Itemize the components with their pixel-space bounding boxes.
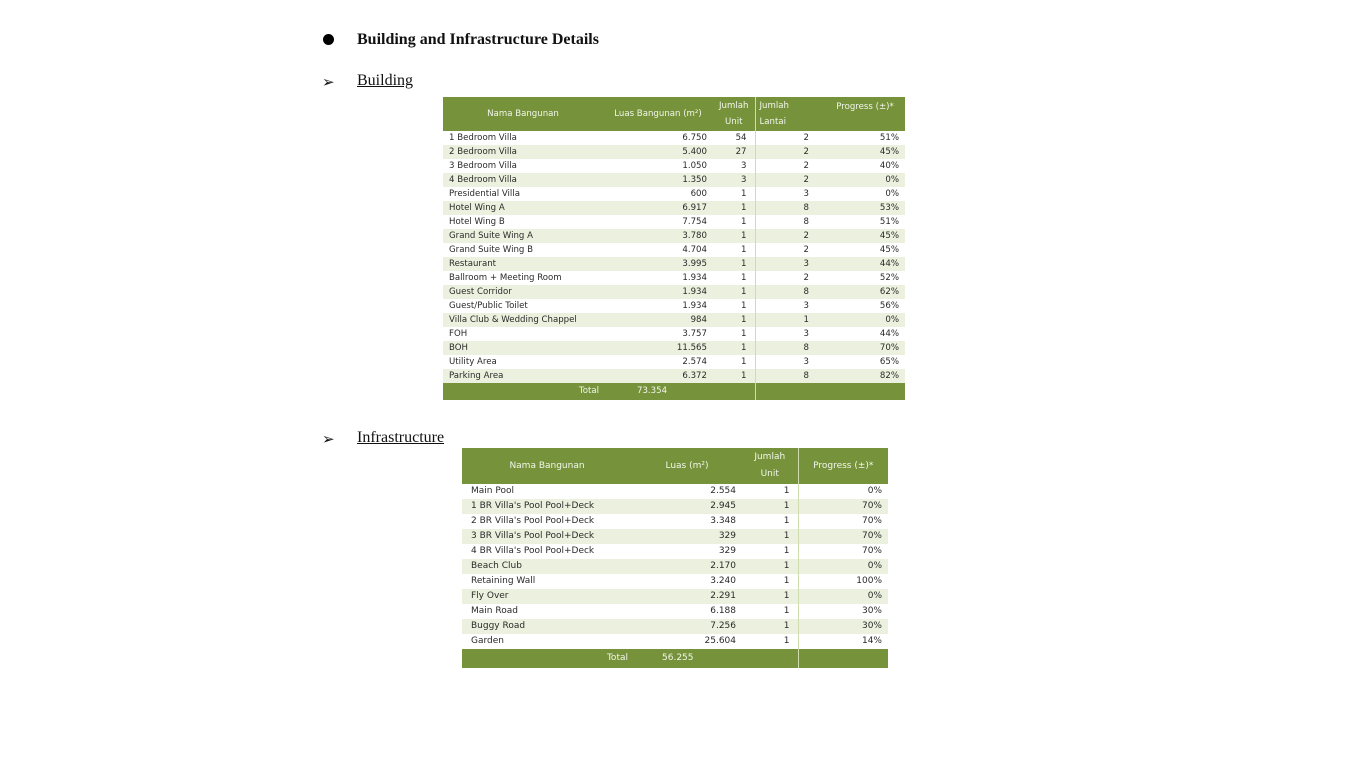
table-row [462,544,888,559]
cell-area: 5.400 [603,145,713,159]
table-row [443,243,905,257]
table-row [462,589,888,604]
cell-name: 2 BR Villa's Pool Pool+Deck [462,514,632,529]
table-row [443,299,905,313]
cell-progress: 51% [825,215,905,229]
cell-floors: 8 [755,369,825,383]
table-row [443,257,905,271]
table-row [443,229,905,243]
cell-name: Restaurant [443,257,603,271]
cell-area: 600 [603,187,713,201]
header-units [742,448,798,484]
cell-floors: 8 [755,341,825,355]
cell-progress: 52% [825,271,905,285]
table-row [462,484,888,499]
cell-area: 984 [603,313,713,327]
cell-name: Utility Area [443,355,603,369]
cell-progress: 40% [825,159,905,173]
cell-units: 1 [713,313,755,327]
table-row [443,145,905,159]
cell-name: Fly Over [462,589,632,604]
cell-progress: 0% [825,313,905,327]
cell-area: 4.704 [603,243,713,257]
cell-units: 3 [713,173,755,187]
total-empty [798,649,888,668]
cell-area: 25.604 [632,634,742,649]
table-row [443,131,905,145]
cell-area: 3.240 [632,574,742,589]
cell-progress: 44% [825,257,905,271]
cell-name: Guest/Public Toilet [443,299,603,313]
table-row [462,514,888,529]
cell-name: Beach Club [462,559,632,574]
table-row [443,215,905,229]
header-name: Nama Bangunan [462,448,632,484]
cell-progress: 0% [825,173,905,187]
cell-name: Parking Area [443,369,603,383]
cell-progress: 82% [825,369,905,383]
cell-progress: 44% [825,327,905,341]
header-units-line1: Jumlah [754,452,786,462]
cell-floors: 3 [755,355,825,369]
cell-floors: 3 [755,187,825,201]
total-label: Total [462,649,632,668]
table-row [443,341,905,355]
cell-progress: 70% [798,529,888,544]
cell-progress: 62% [825,285,905,299]
cell-name: 3 BR Villa's Pool Pool+Deck [462,529,632,544]
cell-name: BOH [443,341,603,355]
cell-progress: 0% [798,484,888,499]
cell-floors: 8 [755,285,825,299]
building-table [443,97,905,400]
cell-units: 1 [742,484,798,499]
cell-area: 2.554 [632,484,742,499]
cell-progress: 45% [825,229,905,243]
table-row [462,634,888,649]
bullet-dot-icon [323,34,334,45]
cell-units: 1 [742,604,798,619]
cell-progress: 70% [825,341,905,355]
cell-units: 1 [713,327,755,341]
cell-floors: 1 [755,313,825,327]
cell-name: FOH [443,327,603,341]
table-row [443,285,905,299]
header-area: Luas (m²) [632,448,742,484]
cell-area: 6.750 [603,131,713,145]
infrastructure-table [462,448,888,668]
cell-units: 1 [713,341,755,355]
cell-name: Guest Corridor [443,285,603,299]
cell-name: Grand Suite Wing A [443,229,603,243]
cell-area: 2.291 [632,589,742,604]
cell-progress: 45% [825,243,905,257]
cell-units: 1 [713,201,755,215]
cell-name: Garden [462,634,632,649]
table-row [443,313,905,327]
cell-floors: 2 [755,229,825,243]
cell-units: 1 [713,299,755,313]
table-row [443,159,905,173]
cell-units: 1 [742,574,798,589]
cell-progress: 70% [798,544,888,559]
total-empty [755,383,825,400]
cell-progress: 0% [798,559,888,574]
cell-floors: 3 [755,257,825,271]
cell-name: 1 BR Villa's Pool Pool+Deck [462,499,632,514]
cell-name: Presidential Villa [443,187,603,201]
cell-area: 1.934 [603,271,713,285]
cell-progress: 51% [825,131,905,145]
cell-area: 3.995 [603,257,713,271]
total-area: 56.255 [632,649,742,668]
table-row [462,619,888,634]
cell-name: Retaining Wall [462,574,632,589]
cell-units: 1 [713,215,755,229]
cell-units: 3 [713,159,755,173]
header-area: Luas Bangunan (m²) [603,97,713,131]
table-row [443,327,905,341]
cell-units: 1 [713,271,755,285]
page-heading: Building and Infrastructure Details [357,31,599,48]
cell-progress: 0% [825,187,905,201]
cell-progress: 30% [798,619,888,634]
cell-floors: 3 [755,327,825,341]
header-units-line1: Jumlah [719,101,749,111]
cell-progress: 70% [798,514,888,529]
cell-name: Main Road [462,604,632,619]
infrastructure-subheading: Infrastructure [357,429,445,446]
header-floors-line2: Lantai [759,117,787,127]
cell-units: 1 [713,229,755,243]
cell-progress: 14% [798,634,888,649]
cell-area: 1.050 [603,159,713,173]
cell-name: 2 Bedroom Villa [443,145,603,159]
table-row [462,499,888,514]
cell-area: 6.917 [603,201,713,215]
table-row [462,559,888,574]
table-row [462,529,888,544]
cell-name: 4 Bedroom Villa [443,173,603,187]
table-row [462,604,888,619]
total-label: Total [443,383,603,400]
cell-progress: 0% [798,589,888,604]
cell-name: Hotel Wing B [443,215,603,229]
cell-area: 1.934 [603,299,713,313]
cell-area: 2.574 [603,355,713,369]
cell-units: 27 [713,145,755,159]
cell-units: 1 [742,544,798,559]
cell-floors: 2 [755,159,825,173]
cell-units: 1 [742,514,798,529]
cell-progress: 53% [825,201,905,215]
cell-progress: 45% [825,145,905,159]
cell-area: 6.188 [632,604,742,619]
table-row [443,369,905,383]
cell-area: 7.754 [603,215,713,229]
cell-progress: 56% [825,299,905,313]
cell-area: 6.372 [603,369,713,383]
cell-area: 11.565 [603,341,713,355]
cell-floors: 3 [755,299,825,313]
cell-floors: 8 [755,201,825,215]
cell-name: Main Pool [462,484,632,499]
cell-floors: 2 [755,131,825,145]
cell-floors: 2 [755,173,825,187]
cell-name: 4 BR Villa's Pool Pool+Deck [462,544,632,559]
header-units-line2: Unit [725,117,743,127]
table-row [443,271,905,285]
table-row [462,574,888,589]
table-row [443,201,905,215]
cell-area: 3.348 [632,514,742,529]
cell-units: 1 [742,559,798,574]
cell-units: 1 [742,619,798,634]
cell-floors: 2 [755,145,825,159]
total-empty [825,383,905,400]
header-name: Nama Bangunan [443,97,603,131]
cell-name: Villa Club & Wedding Chappel [443,313,603,327]
cell-area: 2.945 [632,499,742,514]
cell-name: Buggy Road [462,619,632,634]
table-row [443,187,905,201]
cell-units: 1 [713,243,755,257]
cell-area: 1.934 [603,285,713,299]
header-progress: Progress (±)* [798,448,888,484]
cell-units: 1 [713,285,755,299]
cell-area: 1.350 [603,173,713,187]
cell-units: 1 [713,369,755,383]
table-row [443,173,905,187]
arrow-bullet-icon: ➢ [322,430,335,448]
cell-area: 7.256 [632,619,742,634]
cell-progress: 65% [825,355,905,369]
arrow-bullet-icon: ➢ [322,73,335,91]
cell-area: 3.757 [603,327,713,341]
cell-units: 1 [742,529,798,544]
cell-floors: 8 [755,215,825,229]
cell-name: 3 Bedroom Villa [443,159,603,173]
cell-progress: 100% [798,574,888,589]
cell-progress: 30% [798,604,888,619]
building-subheading: Building [357,72,414,89]
cell-units: 1 [713,257,755,271]
cell-units: 1 [713,187,755,201]
header-floors-line1: Jumlah [759,101,789,111]
header-units-line2: Unit [760,469,779,479]
cell-units: 54 [713,131,755,145]
total-empty [742,649,798,668]
header-units [713,97,755,131]
cell-units: 1 [713,355,755,369]
cell-area: 2.170 [632,559,742,574]
cell-progress: 70% [798,499,888,514]
header-progress: Progress (±)* [825,97,905,131]
cell-units: 1 [742,634,798,649]
cell-name: Grand Suite Wing B [443,243,603,257]
total-empty [713,383,755,400]
cell-floors: 2 [755,243,825,257]
cell-area: 3.780 [603,229,713,243]
cell-floors: 2 [755,271,825,285]
cell-name: Hotel Wing A [443,201,603,215]
total-area: 73.354 [603,383,713,400]
table-row [443,355,905,369]
cell-area: 329 [632,544,742,559]
cell-name: 1 Bedroom Villa [443,131,603,145]
cell-area: 329 [632,529,742,544]
cell-units: 1 [742,499,798,514]
cell-units: 1 [742,589,798,604]
cell-name: Ballroom + Meeting Room [443,271,603,285]
header-floors [755,97,825,131]
